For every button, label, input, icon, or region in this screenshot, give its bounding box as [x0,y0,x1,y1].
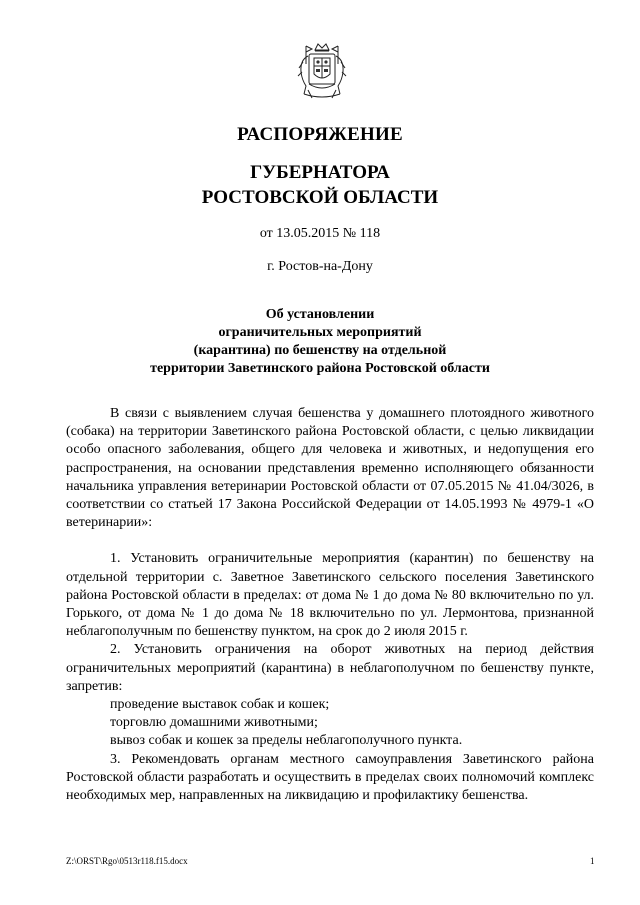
document-date-number: от 13.05.2015 № 118 [259,226,381,241]
clause-3: 3. Рекомендовать органам местного самоуправления Заветинского района Ростовской области разработать и осуществить в пределах своих полномочий комплекс необходимых мер, направленных на ликвидацию и профилактику бешенства. [66,751,594,804]
paragraph-gap [66,532,594,550]
coat-of-arms-icon [296,42,348,102]
preamble-paragraph: В связи с выявлением случая бешенства у домашнего плотоядного животного (собака) на территории Заветинского района Ростовской области, с целью ликвидации особо опасного заболевания, общего для человека и животных, и недопущения его распространения, на основании представления временно исполняющего обязанности начальника управления ветеринарии Ростовской области от 07.05.2015 № 41.04/3026, в соответствии со статьей 17 Закона Российской Федерации от 14.05.1993 № 4979-1 «О ветеринарии»: [66,406,594,531]
subject-line: ограничительных мероприятий [218,325,422,340]
clause-1: 1. Установить ограничительные мероприятия (карантин) по бешенству на отдельной территории с. Заветное Заветинского сельского поселения Заветинского района Ростовской области в пределах: от дома № 1 до дома № 80 включительно по ул. Горького, от дома № 1 до дома № 18 включительно по ул. Лермонтова, признанной неблагополучным по бешенству пунктом, на срок до 2 июля 2015 г. [66,551,594,640]
footer-file-path: Z:\ORST\Rgo\0513r118.f15.docx [66,856,188,866]
subject-line: (карантина) по бешенству на отдельной [193,343,447,358]
document-body [66,405,594,805]
issuer-line-1: ГУБЕРНАТОРА [250,162,390,183]
clause-2-list-item: торговлю домашними животными; [110,715,318,731]
issuer-line-2: РОСТОВСКОЙ ОБЛАСТИ [201,187,439,208]
subject-line: территории Заветинского района Ростовской области [150,361,490,376]
document-city: г. Ростов-на-Дону [267,259,373,274]
clause-2-list-item: проведение выставок собак и кошек; [110,697,330,713]
footer-page-number: 1 [590,856,595,866]
clause-2-list-item: вывоз собак и кошек за пределы неблагополучного пункта. [110,733,463,749]
document-title: РАСПОРЯЖЕНИЕ [237,124,403,145]
document-subject [120,306,520,378]
subject-line: Об установлении [265,307,375,322]
clause-2: 2. Установить ограничения на оборот животных на период действия ограничительных мероприятий (карантина) в неблагополучном по бешенству пункте, запретив: [66,642,594,694]
